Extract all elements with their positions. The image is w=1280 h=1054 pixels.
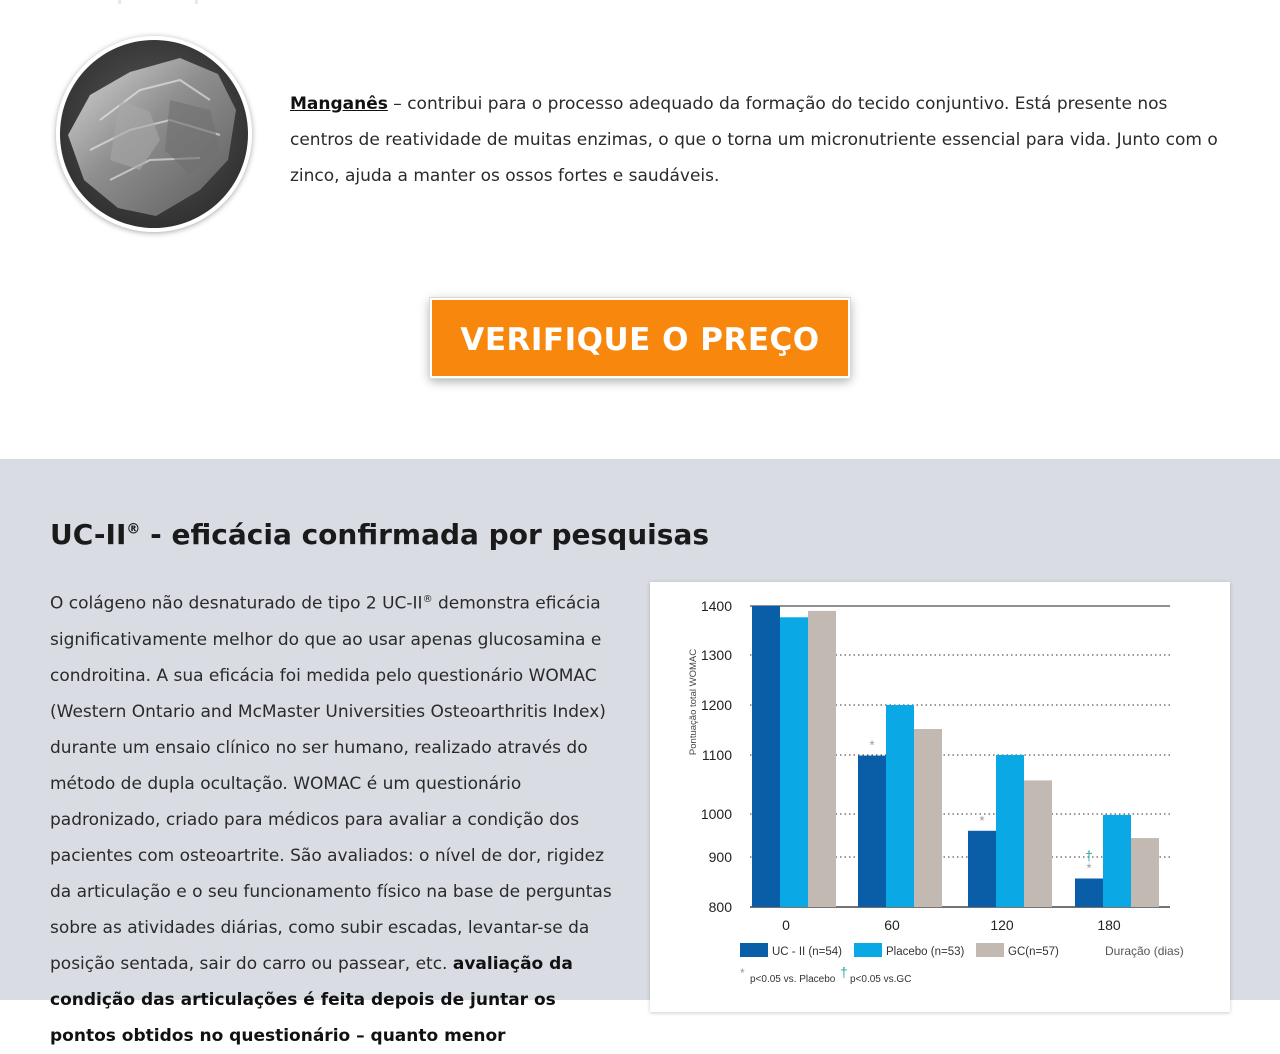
bar-placebo-180	[1103, 815, 1131, 907]
body-part-1: O colágeno não desnaturado de tipo 2 UC-II	[50, 593, 423, 614]
significance-mark: †	[1085, 847, 1093, 864]
check-price-button[interactable]: VERIFIQUE O PREÇO	[430, 298, 850, 378]
y-tick-label: 1300	[700, 647, 732, 663]
title-suffix: - eficácia confirmada por pesquisas	[140, 518, 710, 551]
legend-label: GC(n=57)	[1008, 946, 1059, 958]
bar-gc(n=57)-180	[1131, 838, 1159, 907]
legend-label: UC - II (n=54)	[772, 946, 842, 958]
bar-uc-0	[752, 606, 780, 907]
y-tick-label: 900	[708, 849, 732, 865]
manganese-paragraph	[290, 86, 1230, 194]
previous-mineral-image-edge	[118, 0, 198, 4]
legend-label: Placebo (n=53)	[886, 946, 965, 958]
y-tick-label: 1400	[700, 598, 732, 614]
bar-placebo-60	[886, 705, 914, 907]
title-prefix: UC-II	[50, 518, 127, 551]
registered-mark: ®	[126, 521, 141, 538]
y-tick-label: 1200	[700, 697, 732, 713]
bar-uc-180	[1075, 879, 1103, 908]
footnote-text: p<0.05 vs.GC	[850, 974, 912, 985]
footnote-text: p<0.05 vs. Placebo	[750, 974, 836, 985]
womac-chart-card	[650, 582, 1230, 1012]
manganese-description: – contribui para o processo adequado da formação do tecido conjuntivo. Está presente nos centros de reatividade de muitas enzimas, o que o torna um micronutriente essencial para vida. Junto com o zinco, ajuda a manter os ossos fortes e saudáveis.	[290, 94, 1218, 186]
bar-gc(n=57)-0	[808, 611, 836, 907]
x-tick-label: 120	[990, 917, 1014, 933]
efficacy-paragraph	[50, 582, 620, 1054]
bar-gc(n=57)-60	[914, 729, 942, 907]
y-tick-label: 1000	[700, 806, 732, 822]
bar-placebo-120	[996, 755, 1024, 907]
bar-uc-60	[858, 756, 886, 907]
x-tick-label: 0	[782, 917, 790, 933]
y-tick-label: 800	[708, 899, 732, 915]
significance-mark: *	[869, 737, 875, 753]
body-part-2: demonstra eficácia significativamente melhor do que ao usar apenas glucosamina e condroitina. A sua eficácia foi medida pelo questionário WOMAC (Western Ontario and McMaster Universities Osteoarthritis Index) durante um ensaio clínico no ser humano, realizado através do método de dupla ocultação. WOMAC é um questionário padronizado, criado para médicos para avaliar a condição dos pacientes com osteoartrite. São avaliados: o nível de dor, rigidez da articulação e o seu funcionamento físico na base de perguntas sobre as atividades diárias, como subir escadas, levantar-se da posição sentada, sair do carro ou passear, etc.	[50, 593, 612, 974]
womac-bar-chart	[650, 582, 1230, 1012]
legend-swatch	[740, 943, 768, 957]
y-axis-label: Pontuação total WOMAC	[688, 648, 699, 756]
legend-swatch	[854, 943, 882, 957]
x-tick-label: 180	[1097, 917, 1121, 933]
bar-uc-120	[968, 831, 996, 907]
body-bold: avaliação da condição das articulações é feita depois de juntar os pontos obtidos no questionário – quanto menor	[50, 953, 573, 1046]
bar-placebo-0	[780, 617, 808, 907]
body-registered-mark: ®	[422, 594, 433, 605]
y-tick-label: 1100	[701, 747, 732, 763]
x-tick-label: 60	[884, 917, 900, 933]
efficacy-title	[50, 518, 709, 551]
footnote-symbol: *	[740, 966, 745, 980]
manganese-link[interactable]: Manganês	[290, 94, 388, 114]
significance-mark: *	[979, 812, 985, 828]
manganese-image	[56, 36, 252, 232]
x-axis-label: Duração (dias)	[1105, 944, 1184, 958]
bar-gc(n=57)-120	[1024, 780, 1052, 907]
footnote-symbol: †	[840, 964, 848, 980]
significance-mark: *	[1086, 860, 1092, 876]
legend-swatch	[976, 943, 1004, 957]
